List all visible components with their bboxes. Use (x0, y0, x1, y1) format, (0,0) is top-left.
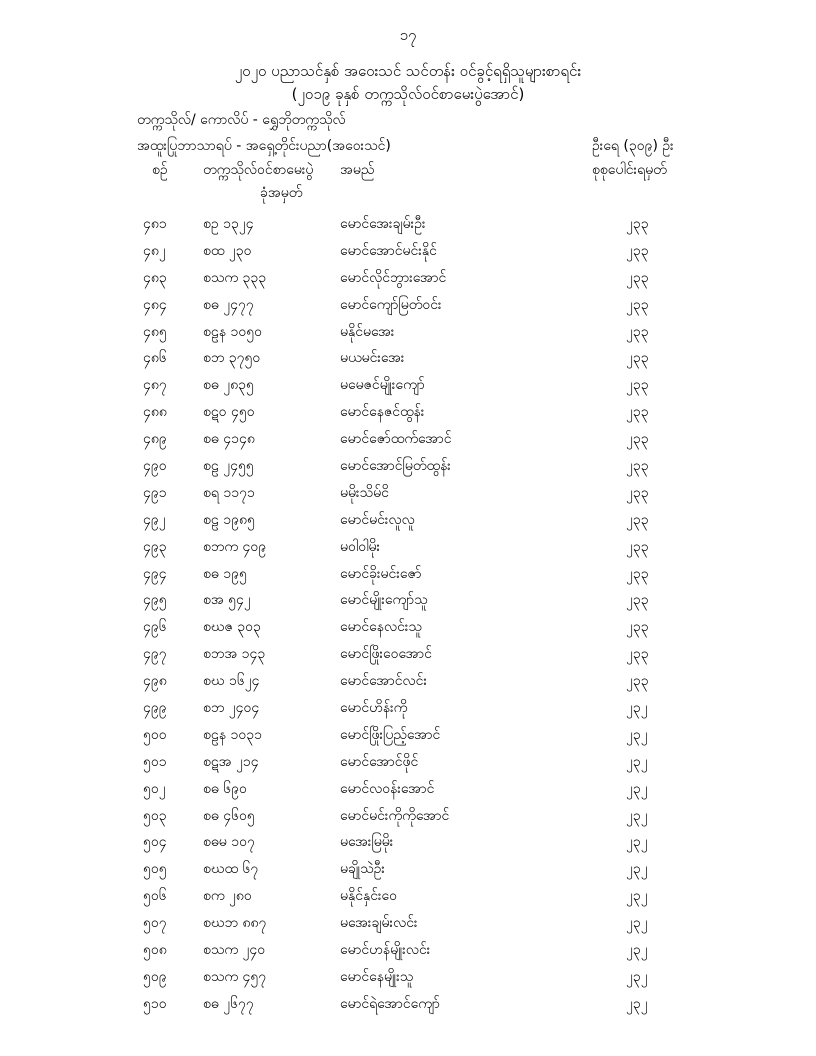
table-row (0, 508, 816, 535)
name-cell: မောင်မင်းကိုကိုအောင် (340, 807, 450, 824)
serial-cell: ၅၀၆ (143, 888, 167, 905)
column-header-roll-line2: ခုံအမှတ် (260, 185, 303, 201)
serial-cell: ၅၀၄ (143, 834, 167, 851)
total-score-cell: ၂၃၂ (626, 700, 648, 717)
name-cell: မယမင်းအေး (340, 350, 405, 367)
table-row (0, 481, 816, 508)
table-row (0, 992, 816, 1019)
table-row (0, 562, 816, 589)
total-score-cell: ၂၃၃ (626, 511, 649, 528)
roll-number-cell: စက ၂၈၀ (203, 888, 252, 905)
total-score-cell: ၂၃၃ (626, 619, 649, 636)
table-row (0, 696, 816, 723)
name-cell: မဝါဝါမိုး (340, 538, 381, 555)
roll-number-cell: စသက ၃၃၃ (203, 269, 267, 286)
total-score-cell: ၂၃၂ (626, 834, 648, 851)
serial-cell: ၄၈၂ (143, 242, 166, 259)
name-cell: မောင်ဖြိုးပြည့်အောင် (340, 726, 441, 743)
roll-number-cell: စဃ ၁၆၂၄ (203, 673, 260, 690)
total-score-cell: ၂၃၂ (626, 726, 648, 743)
total-score-cell: ၂၃၃ (626, 242, 649, 259)
total-score-cell: ၂၃၃ (626, 431, 649, 448)
name-cell: မအေးမြမိုး (340, 834, 394, 851)
total-score-cell: ၂၃၂ (626, 861, 648, 878)
serial-cell: ၅၀၉ (143, 968, 167, 985)
table-row (0, 938, 816, 965)
roll-number-cell: စဋအ ၂၁၄ (203, 753, 259, 770)
total-score-cell: ၂၃၂ (626, 968, 648, 985)
serial-cell: ၅၀၈ (143, 942, 167, 959)
name-cell: မောင်ဇော်ထက်အောင် (340, 431, 452, 448)
roll-number-cell: စဓ ၄၆၀၅ (203, 807, 255, 824)
total-score-cell: ၂၃၂ (626, 753, 648, 770)
roll-number-cell: စဓမ ၁၀၇ (203, 834, 255, 851)
table-row (0, 212, 816, 239)
serial-cell: ၅၀၃ (143, 807, 167, 824)
table-row (0, 320, 816, 347)
roll-number-cell: စဠ ၂၄၅၅ (203, 458, 254, 475)
roll-number-cell: စဃဇ ၃၀၃ (203, 619, 261, 636)
roll-number-cell: စဘ ၃၇၅၀ (203, 350, 261, 367)
roll-number-cell: စဠန ၁၀၅၀ (203, 323, 263, 340)
table-row (0, 266, 816, 293)
roll-number-cell: စသက ၂၄၀ (203, 942, 266, 959)
name-cell: မောင်မင်းလူလူ (340, 511, 415, 528)
name-cell: မောင်ခိုးမင်းဇော် (340, 565, 422, 582)
table-row (0, 804, 816, 831)
serial-cell: ၅၀၀ (143, 726, 167, 743)
document-subtitle: (၂၀၁၉ ခုနှစ် တက္ကသိုလ်ဝင်စာမေးပွဲအောင်) (291, 85, 525, 103)
university-label: တက္ကသိုလ်/ ကောလိပ် - ရွှေဘိုတက္ကသိုလ် (137, 112, 346, 128)
total-score-cell: ၂၃၃ (626, 592, 649, 609)
serial-cell: ၄၉၅ (143, 592, 167, 609)
roll-number-cell: စဓ ၆၉၀ (203, 780, 247, 797)
total-score-cell: ၂၃၃ (626, 484, 649, 501)
roll-number-cell: စထ ၂၃၀ (203, 242, 252, 259)
total-score-cell: ၂၃၃ (626, 350, 649, 367)
name-cell: မောင်နေလင်းသူ (340, 619, 422, 636)
column-header-total: စုစုပေါင်းရမှတ် (592, 162, 667, 178)
total-score-cell: ၂၃၂ (626, 942, 648, 959)
serial-cell: ၄၉၉ (143, 700, 167, 717)
total-score-cell: ၂၃၂ (626, 780, 648, 797)
column-header-roll: တက္ကသိုလ်ဝင်စာမေးပွဲ (203, 162, 314, 178)
total-score-cell: ၂၃၃ (626, 565, 649, 582)
roll-number-cell: စဋဝ ၄၅၀ (203, 404, 255, 421)
name-cell: မအေးချမ်းလင်း (340, 915, 418, 932)
serial-cell: ၄၈၈ (143, 404, 167, 421)
total-score-cell: ၂၃၃ (626, 458, 649, 475)
name-cell: မမိုးသိမ်ငိ (340, 484, 389, 501)
total-score-cell: ၂၃၃ (626, 296, 649, 313)
name-cell: မောင်လိုင်ဘွားအောင် (340, 269, 447, 286)
table-row (0, 535, 816, 562)
serial-cell: ၄၉၂ (143, 511, 166, 528)
serial-cell: ၄၉၈ (143, 673, 167, 690)
roll-number-cell: စဠ ၁၉၈၅ (203, 511, 255, 528)
name-cell: မောင်အောင်မြတ်ထွန်း (340, 458, 451, 475)
serial-cell: ၄၉၃ (143, 538, 167, 555)
roll-number-cell: စဘအ ၁၄၃ (203, 646, 266, 663)
serial-cell: ၅၀၇ (143, 915, 167, 932)
name-cell: မောင်ကျော်မြတ်ဝင်း (340, 296, 442, 313)
roll-number-cell: စရ ၁၁၇၁ (203, 484, 255, 501)
roll-number-cell: စဓ ၂၈၃၅ (203, 377, 254, 394)
name-cell: မောင်အောင်လင်း (340, 673, 427, 690)
serial-cell: ၄၈၅ (143, 323, 167, 340)
serial-cell: ၄၈၃ (143, 269, 167, 286)
total-score-cell: ၂၃၂ (626, 888, 648, 905)
name-cell: မောင်ဟိန်းကို (340, 700, 408, 717)
page-number: ၁၇ (399, 26, 417, 44)
roll-number-cell: စဓ ၂၄၇၇ (203, 296, 254, 313)
name-cell: မောင်ဟန်မျိုးလင်း (340, 942, 431, 959)
table-row (0, 373, 816, 400)
roll-number-cell: စဓ ၂၆၇၇ (203, 995, 254, 1012)
roll-number-cell: စဓ ၁၉၅ (203, 565, 247, 582)
document-title: ၂၀၂၀ ပညာသင်နှစ် အဝေးသင် သင်တန်း ဝင်ခွင့်ရရှိသူများစာရင်း (234, 62, 582, 80)
total-score-cell: ၂၃၃ (626, 377, 649, 394)
serial-cell: ၅၀၂ (143, 780, 166, 797)
name-cell: မောင်အောင်မင်းနိုင် (340, 242, 437, 259)
name-cell: မောင်ရဲအောင်ကျော် (340, 995, 440, 1012)
total-score-cell: ၂၃၃ (626, 646, 649, 663)
serial-cell: ၅၁၀ (143, 995, 167, 1012)
roll-number-cell: စဘက ၄၀၉ (203, 538, 267, 555)
total-score-cell: ၂၃၂ (626, 807, 648, 824)
table-row (0, 723, 816, 750)
serial-cell: ၄၈၇ (143, 377, 167, 394)
table-row (0, 588, 816, 615)
table-row (0, 615, 816, 642)
roll-number-cell: စအ ၅၄၂ (203, 592, 251, 609)
roll-number-cell: စဓ ၄၁၄၈ (203, 431, 255, 448)
total-score-cell: ၂၃၃ (626, 404, 649, 421)
name-cell: မောင်နေမျိုးသူ (340, 968, 414, 985)
column-header-serial: စဉ် (152, 162, 168, 178)
name-cell: မောင်နေဇင်ထွန်း (340, 404, 425, 421)
name-cell: မမေဇင်မျိုးကျော် (340, 377, 425, 394)
table-row (0, 911, 816, 938)
table-row (0, 400, 816, 427)
table-row (0, 857, 816, 884)
total-score-cell: ၂၃၃ (626, 538, 649, 555)
table-row (0, 454, 816, 481)
table-row (0, 293, 816, 320)
serial-cell: ၄၉၁ (143, 484, 167, 501)
name-cell: မနိုင်မအေး (340, 323, 395, 340)
roll-number-cell: စဥ ၁၃၂၄ (203, 216, 254, 232)
serial-cell: ၄၉၀ (143, 458, 167, 475)
table-row (0, 750, 816, 777)
name-cell: မောင်လဝန်းအောင် (340, 780, 435, 797)
serial-cell: ၄၉၆ (143, 619, 167, 636)
name-cell: မောင်ဖြိုးဝေအောင် (340, 646, 432, 663)
roll-number-cell: စဃဘ ၈၈၇ (203, 915, 267, 932)
table-row (0, 346, 816, 373)
total-score-cell: ၂၃၂ (626, 995, 648, 1012)
serial-cell: ၄၈၄ (143, 296, 167, 313)
subject-label: အထူးပြုဘာသာရပ် - အရှေ့တိုင်းပညာ(အဝေးသင်) (137, 138, 391, 154)
total-score-cell: ၂၃၃ (626, 323, 649, 340)
total-score-cell: ၂၃၂ (626, 915, 648, 932)
total-score-cell: ၂၃၃ (626, 216, 649, 232)
table-row (0, 965, 816, 992)
total-count-label: ဦးရေ (၃၀၉) ဦး (592, 138, 674, 154)
serial-cell: ၄၈၁ (143, 216, 167, 232)
column-header-name: အမည် (340, 162, 375, 178)
name-cell: မချိုသဲဦး (340, 861, 385, 878)
roll-number-cell: စဘ ၂၄၀၄ (203, 700, 260, 717)
results-table (0, 212, 816, 1019)
serial-cell: ၄၉၄ (143, 565, 167, 582)
serial-cell: ၄၉၇ (143, 646, 167, 663)
serial-cell: ၄၈၆ (143, 350, 167, 367)
total-score-cell: ၂၃၃ (626, 673, 649, 690)
total-score-cell: ၂၃၃ (626, 269, 649, 286)
name-cell: မောင်မျိုးကျော်သူ (340, 592, 428, 609)
serial-cell: ၅၀၁ (143, 753, 167, 770)
roll-number-cell: စဃထ ၆၇ (203, 861, 259, 878)
name-cell: မနိုင်နှင်းဝေ (340, 888, 398, 905)
serial-cell: ၄၈၉ (143, 431, 167, 448)
table-row (0, 239, 816, 266)
roll-number-cell: စသက ၄၅၇ (203, 968, 267, 985)
table-row (0, 669, 816, 696)
roll-number-cell: စဠန ၁၀၃၁ (203, 726, 263, 743)
table-row (0, 777, 816, 804)
table-row (0, 642, 816, 669)
table-row (0, 830, 816, 857)
serial-cell: ၅၀၅ (143, 861, 167, 878)
table-row (0, 427, 816, 454)
table-row (0, 884, 816, 911)
name-cell: မောင်အောင်ဖိုင် (340, 753, 419, 770)
name-cell: မောင်အေးချမ်းဦး (340, 216, 426, 232)
